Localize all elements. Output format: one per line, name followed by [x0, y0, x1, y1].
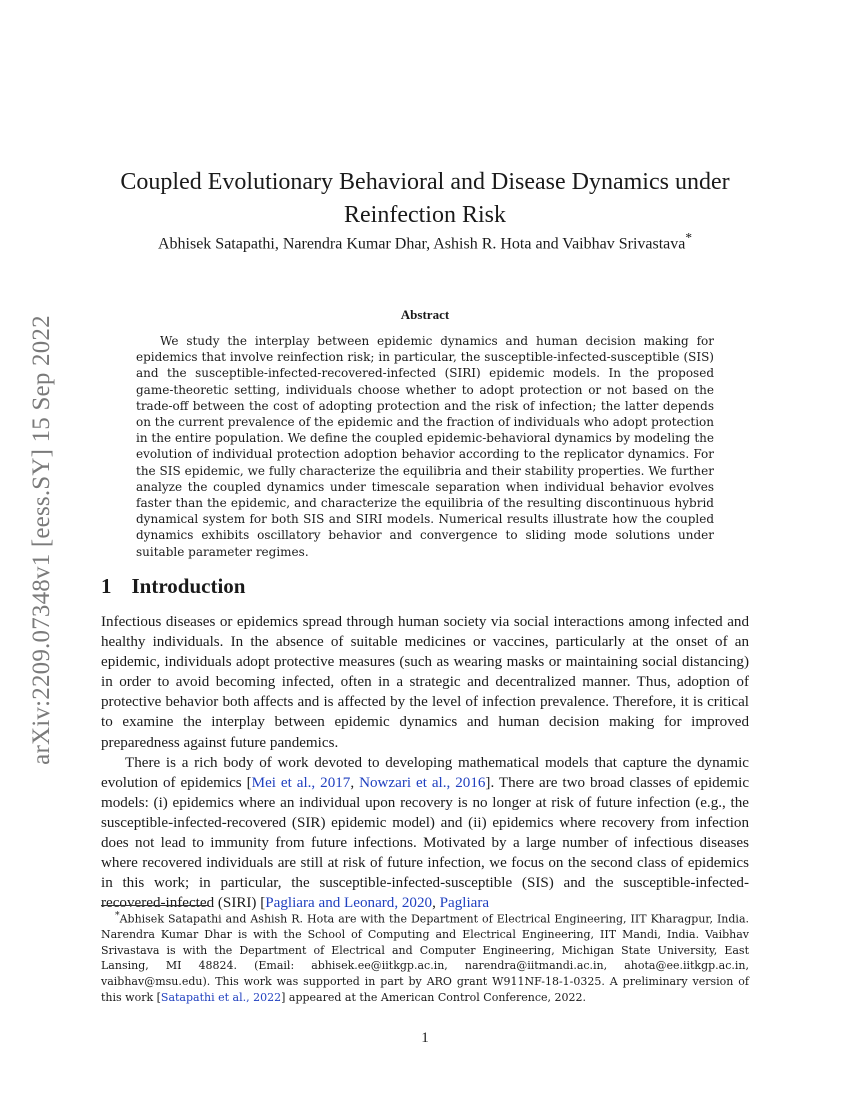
footnote-divider [101, 905, 209, 906]
abstract-text: We study the interplay between epidemic dynamics and human decision making for epidemics that involve reinfection risk; in particular, the susceptible-infected-susceptible (SIS) and the susceptible-infected-recovered-infected (SIRI) epidemic models. In the proposed game-theoretic setting, individuals choose whether to adopt protection or not based on the trade-off between the cost of adopting protection and the risk of infection; the latter depends on the current prevalence of the epidemic and the fraction of individuals who adopt protection in the entire population. We define the coupled epidemic-behavioral dynamics by modeling the evolution of individual protection adoption behavior according to the replicator dynamics. For the SIS epidemic, we fully characterize the equilibria and their stability properties. We further analyze the coupled dynamics under timescale separation when individual behavior evolves faster than the epidemic, and characterize the equilibria of the resulting discontinuous hybrid dynamical system for both SIS and SIRI models. Numerical results illustrate how the coupled dynamics exhibits oscillatory behavior and convergence to sliding mode solutions under suitable parameter regimes. [136, 334, 714, 559]
footnote-mark: * [115, 910, 120, 921]
footnote-text-b: ] appeared at the American Control Conference, 2022. [281, 990, 587, 1004]
section-heading-introduction [101, 574, 245, 599]
abstract-heading: Abstract [400, 307, 450, 322]
paper-title: Coupled Evolutionary Behavioral and Disease Dynamics under Reinfection Risk [120, 169, 730, 229]
footnote-text-a: Abhisek Satapathi and Ashish R. Hota are with the Department of Electrical Engineering, IIT Kharagpur, India. Narendra Kumar Dhar is with the School of Computing and Electrical Engineering, IIT Mandi, India. Vaibhav Srivastava is with the Department of Electrical and Computer Engineering, Michigan State University, East Lansing, MI 48824. (Email: abhisek.ee@iitkgp.ac.in, narendra@iitmandi.ac.in, ahota@ee.iitkgp.ac.in, vaibhav@msu.edu). This work was supported in part by ARO grant W911NF-18-1-0325. A preliminary version of this work [ [101, 912, 749, 1004]
section-title: Introduction [131, 574, 246, 598]
citation-link-nowzari[interactable]: Nowzari et al., 2016 [359, 774, 486, 791]
intro-paragraph-1: Infectious diseases or epidemics spread through human society via social interactions among infected and healthy individuals. In the absence of suitable medicines or vaccines, particularly at the onset of an epidemic, individuals adopt protective measures (such as wearing masks or maintaining social distancing) in order to avoid becoming infected, often in a strategic and decentralized manner. Thus, adoption of protective behavior both affects and is affected by the level of infection prevalence. Therefore, it is critical to examine the interplay between epidemic dynamics and human decision making for improved preparedness against future pandemics. [101, 614, 749, 751]
section-number: 1 [101, 574, 112, 598]
author-footnote-mark: * [685, 230, 693, 245]
citation-link-mei[interactable]: Mei et al., 2017 [251, 774, 351, 791]
citation-link-satapathi[interactable]: Satapathi et al., 2022 [160, 990, 282, 1004]
introduction-body [101, 612, 749, 913]
page-number: 1 [421, 1030, 429, 1046]
arxiv-identifier-text: arXiv:2209.07348v1 [eess.SY] 15 Sep 2022 [28, 315, 56, 765]
citation-link-pagliara[interactable]: Pagliara [439, 895, 490, 912]
intro-paragraph-2-text-a: There is a rich body of work devoted to developing mathematical models that capture the dynamic evolution of epidemics [ [101, 754, 749, 791]
intro-paragraph-2 [101, 753, 749, 914]
author-list [100, 230, 750, 253]
arxiv-identifier-stamp [12, 260, 72, 820]
author-names: Abhisek Satapathi, Narendra Kumar Dhar, Ashish R. Hota and Vaibhav Srivastava [157, 235, 686, 253]
footnote [101, 908, 749, 1005]
citation-link-pagliara-leonard[interactable]: Pagliara and Leonard, 2020 [265, 895, 433, 912]
citation-separator: , [350, 774, 360, 791]
intro-paragraph-2-text-b: ]. There are two broad classes of epidemic models: (i) epidemics where an individual upon recovery is no longer at risk of future infection (e.g., the susceptible-infected-recovered (SIR) epidemic model) and (ii) epidemics where recovery from infection does not lead to immunity from future infections. Motivated by a large number of infectious diseases where recovered individuals are still at risk of future infection, we focus on the second class of epidemics in this work; in particular, the susceptible-infected-susceptible (SIS) and the susceptible-infected-recovered-infected (SIRI) [ [101, 774, 750, 912]
citation-separator-2: , [432, 895, 440, 912]
